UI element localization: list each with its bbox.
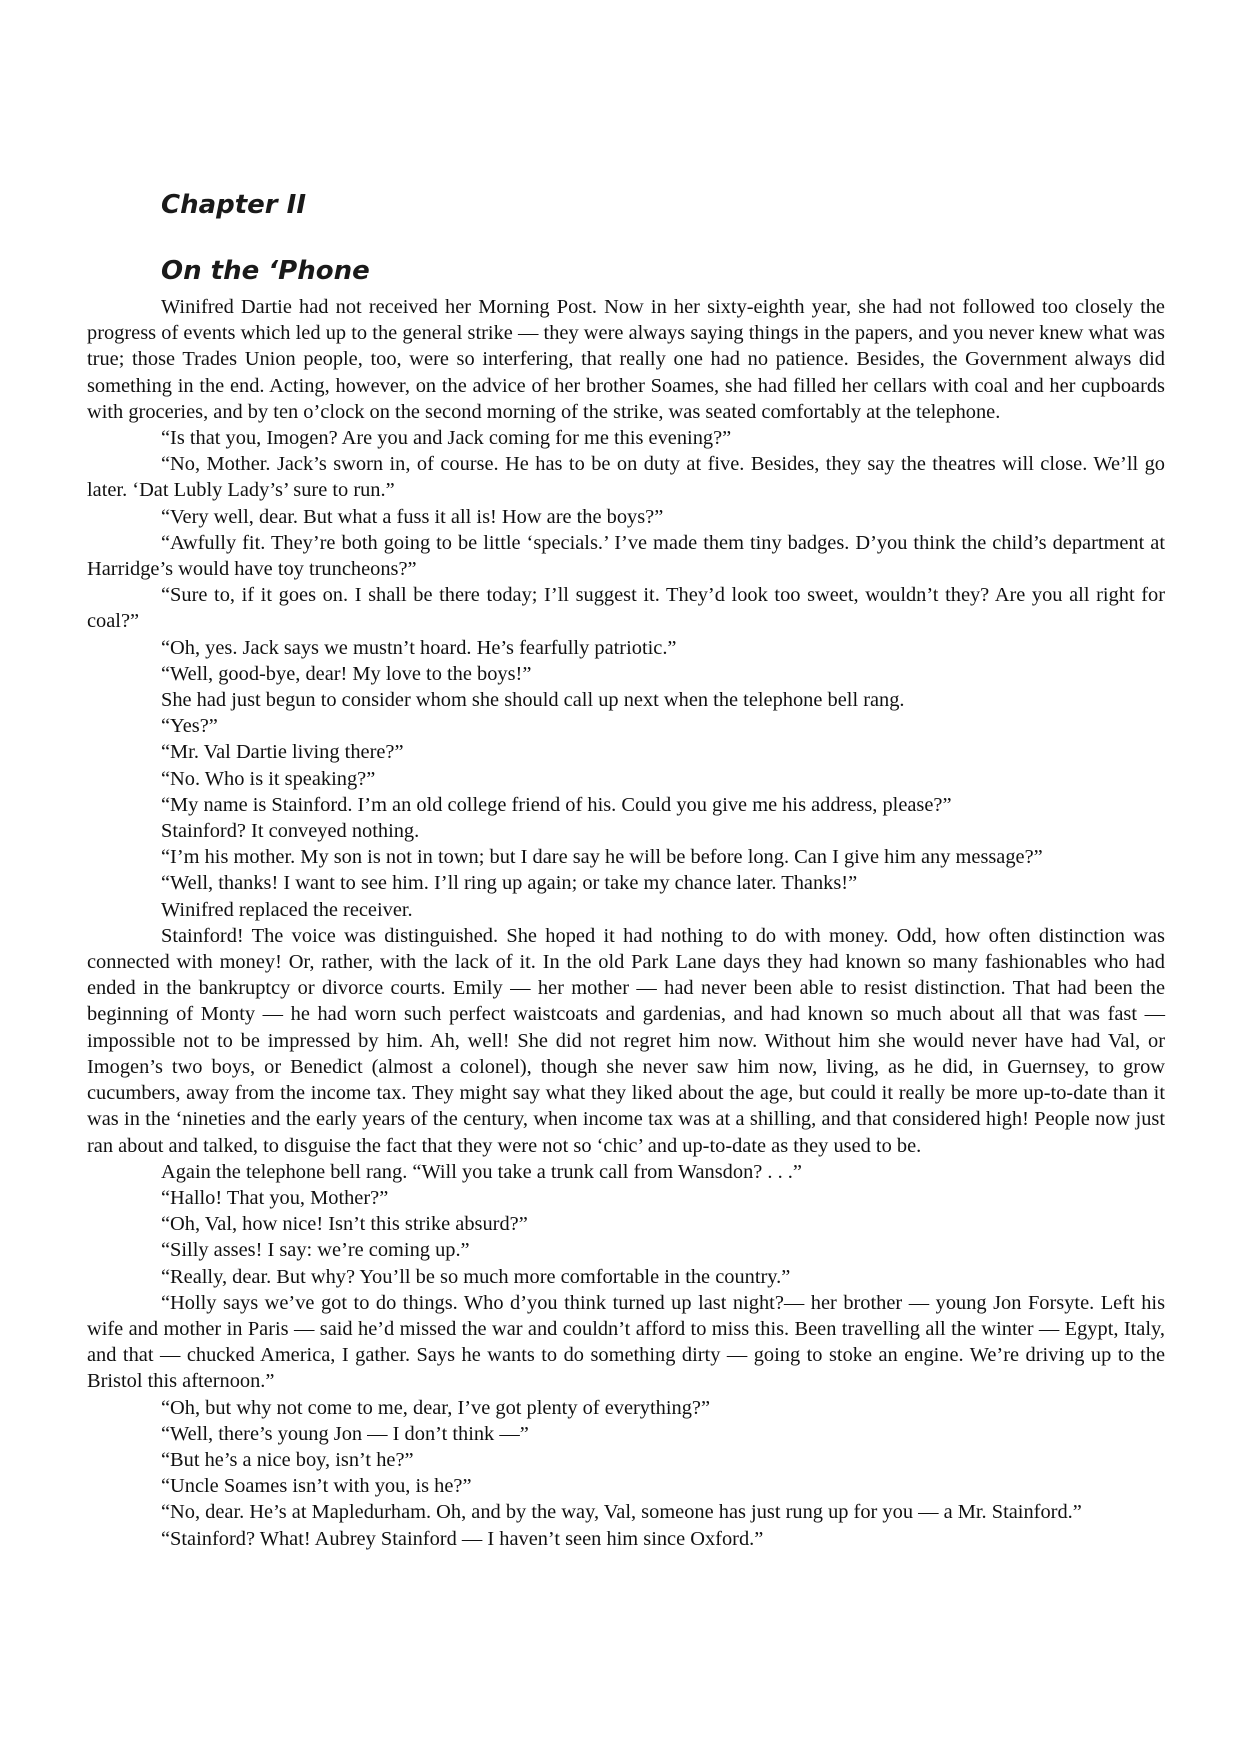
paragraph: “Mr. Val Dartie living there?” <box>161 741 404 764</box>
paragraph: “Is that you, Imogen? Are you and Jack coming for me this evening?” <box>161 427 732 450</box>
paragraph: Stainford? It conveyed nothing. <box>161 820 420 843</box>
paragraph: She had just begun to consider whom she should call up next when the telephone bell rang. <box>161 689 905 712</box>
book-page <box>87 0 1165 1755</box>
paragraph: “Well, good-bye, dear! My love to the boys!” <box>161 662 532 685</box>
paragraph: “Holly says we’ve got to do things. Who d’you think turned up last night?— her brother — young Jon Forsyte. Left his wife and mother in Paris — said he’d missed the war and couldn’t afford to miss this. Been travelling all the winter — Egypt, Italy, and that — chucked America, I gather. Says he wants to do something dirty — going to stoke an engine. We’re driving up to the Bristol this afternoon.” <box>87 1291 1165 1393</box>
paragraph: “Stainford? What! Aubrey Stainford — I haven’t seen him since Oxford.” <box>161 1527 764 1550</box>
paragraph: “No, dear. He’s at Mapledurham. Oh, and by the way, Val, someone has just rung up for you — a Mr. Stainford.” <box>161 1501 1082 1524</box>
chapter-title: On the ‘Phone <box>161 256 370 286</box>
paragraph: “Sure to, if it goes on. I shall be there today; I’ll suggest it. They’d look too sweet, wouldn’t they? Are you all right for coal?” <box>87 584 1165 633</box>
paragraph: “Awfully fit. They’re both going to be little ‘specials.’ I’ve made them tiny badges. D’you think the child’s department at Harridge’s would have toy truncheons?” <box>87 531 1165 581</box>
paragraph: “Well, thanks! I want to see him. I’ll ring up again; or take my chance later. Thanks!” <box>161 872 858 895</box>
paragraph: “Well, there’s young Jon — I don’t think —” <box>161 1422 529 1445</box>
paragraph: “No, Mother. Jack’s sworn in, of course. He has to be on duty at five. Besides, they say the theatres will close. We’ll go later. ‘Dat Lubly Lady’s’ sure to run.” <box>87 453 1165 502</box>
paragraph: “Uncle Soames isn’t with you, is he?” <box>161 1475 472 1498</box>
paragraph: “My name is Stainford. I’m an old college friend of his. Could you give me his address, please?” <box>161 793 952 816</box>
paragraph: “Really, dear. But why? You’ll be so much more comfortable in the country.” <box>161 1265 791 1288</box>
paragraph: “No. Who is it speaking?” <box>161 767 376 790</box>
paragraph: Again the telephone bell rang. “Will you take a trunk call from Wansdon? . . .” <box>161 1160 802 1183</box>
paragraph: “Silly asses! I say: we’re coming up.” <box>161 1239 470 1262</box>
paragraph: “Hallo! That you, Mother?” <box>161 1186 389 1209</box>
chapter-number: Chapter II <box>161 190 307 220</box>
paragraph: “Oh, but why not come to me, dear, I’ve got plenty of everything?” <box>161 1396 710 1419</box>
paragraph: “But he’s a nice boy, isn’t he?” <box>161 1448 414 1471</box>
paragraph: “Very well, dear. But what a fuss it all is! How are the boys?” <box>161 505 664 528</box>
paragraph: Winifred replaced the receiver. <box>161 898 413 921</box>
paragraph: “Yes?” <box>161 715 218 738</box>
paragraph: Winifred Dartie had not received her Morning Post. Now in her sixty-eighth year, she had not followed too closely the progress of events which led up to the general strike — they were always saying things in the papers, and you never knew what was true; those Trades Union people, too, were so interfering, that really one had no patience. Besides, the Government always did something in the end. Acting, however, on the advice of her brother Soames, she had filled her cellars with coal and her cupboards with groceries, and by ten o’clock on the second morning of the strike, was seated comfortably at the telephone. <box>87 296 1165 423</box>
paragraph: “I’m his mother. My son is not in town; but I dare say he will be before long. Can I give him any message?” <box>161 846 1043 869</box>
paragraph: “Oh, Val, how nice! Isn’t this strike absurd?” <box>161 1213 528 1236</box>
paragraph: “Oh, yes. Jack says we mustn’t hoard. He’s fearfully patriotic.” <box>161 636 677 659</box>
chapter-text <box>87 294 1165 1552</box>
paragraph: Stainford! The voice was distinguished. She hoped it had nothing to do with money. Odd, how often distinction was connected with money! Or, rather, with the lack of it. In the old Park Lane days they had known so many fashionables who had ended in the bankruptcy or divorce courts. Emily — her mother — had never been able to resist distinction. That had been the beginning of Monty — he had worn such perfect waistcoats and gardenias, and had known so much about all that was fast — impossible not to be impressed by him. Ah, well! She did not regret him now. Without him she would never have had Val, or Imogen’s two boys, or Benedict (almost a colonel), though she never saw him now, living, as he did, in Guernsey, to grow cucumbers, away from the income tax. They might say what they liked about the age, but could it really be more up-to-date than it was in the ‘nineties and the early years of the century, when income tax was at a shilling, and that considered high! People now just ran about and talked, to disguise the fact that they were not so ‘chic’ and up-to-date as they used to be. <box>87 924 1165 1157</box>
